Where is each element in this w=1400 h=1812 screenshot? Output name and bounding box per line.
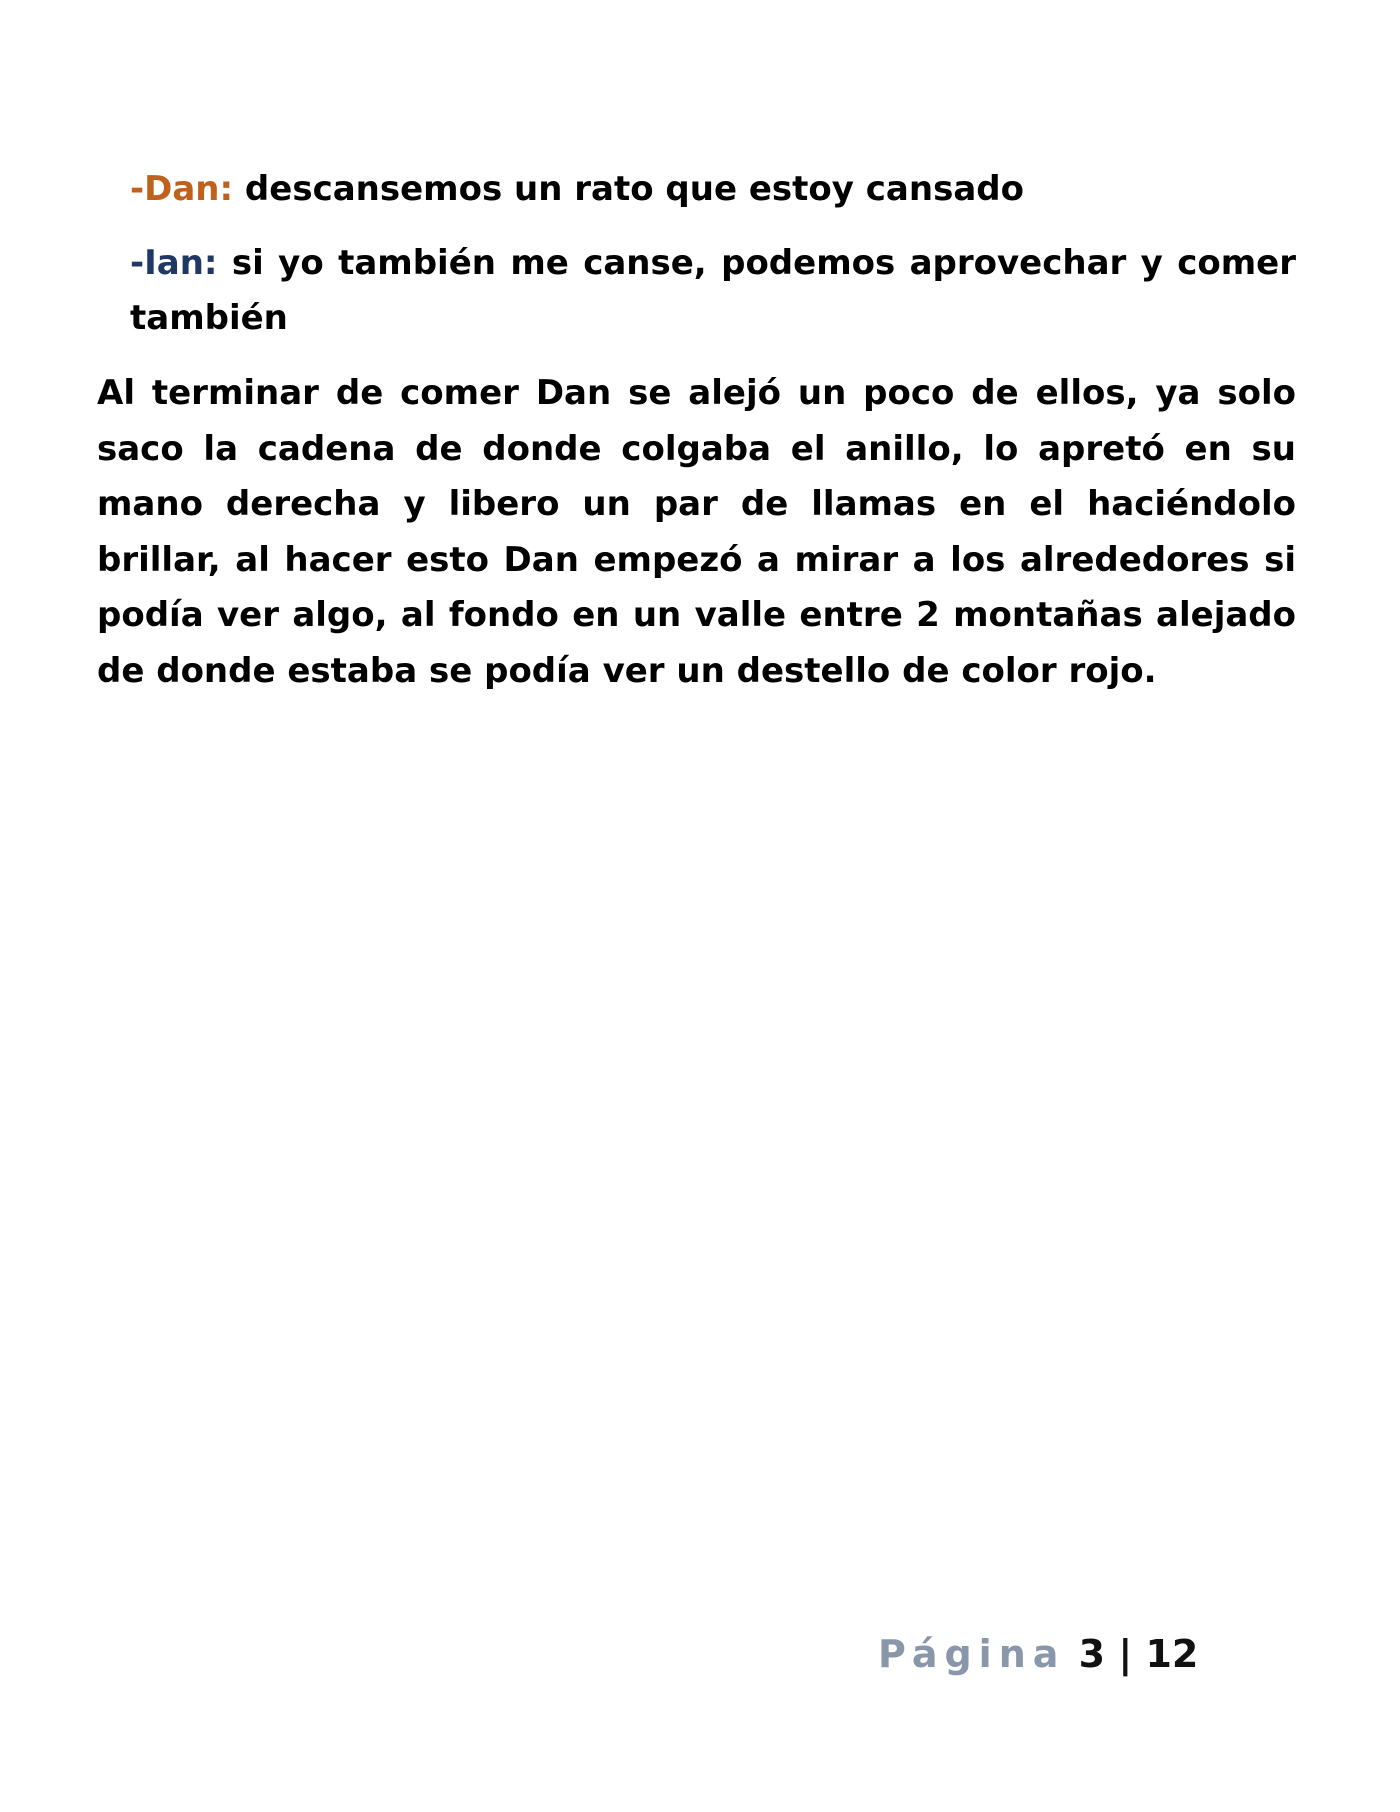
dialogue-text-dan: descansemos un rato que estoy cansado <box>233 169 1024 209</box>
speaker-ian: -Ian: <box>130 243 218 283</box>
narrative-paragraph: Al terminar de comer Dan se alejó un poco de ellos, ya solo saco la cadena de donde colgaba el anillo, lo apretó en su mano derecha y libero un par de llamas en el haciéndolo brillar, al hacer esto Dan empezó a mirar a los alrededores si podía ver algo, al fondo en un valle entre 2 montañas alejado de donde estaba se podía ver un destello de color rojo. <box>97 373 1296 691</box>
dialogue-line-ian <box>130 236 1296 346</box>
footer-page-number: 3 <box>1078 1632 1106 1676</box>
footer-total-pages: 12 <box>1145 1632 1199 1676</box>
dialogue-text-ian: si yo también me canse, podemos aprovechar y comer también <box>130 243 1296 338</box>
speaker-dan: -Dan: <box>130 169 234 209</box>
page-footer <box>878 1630 1198 1678</box>
dialogue-line-dan <box>130 162 1296 217</box>
footer-page-label: Página <box>878 1632 1066 1676</box>
footer-separator: | <box>1118 1632 1133 1676</box>
